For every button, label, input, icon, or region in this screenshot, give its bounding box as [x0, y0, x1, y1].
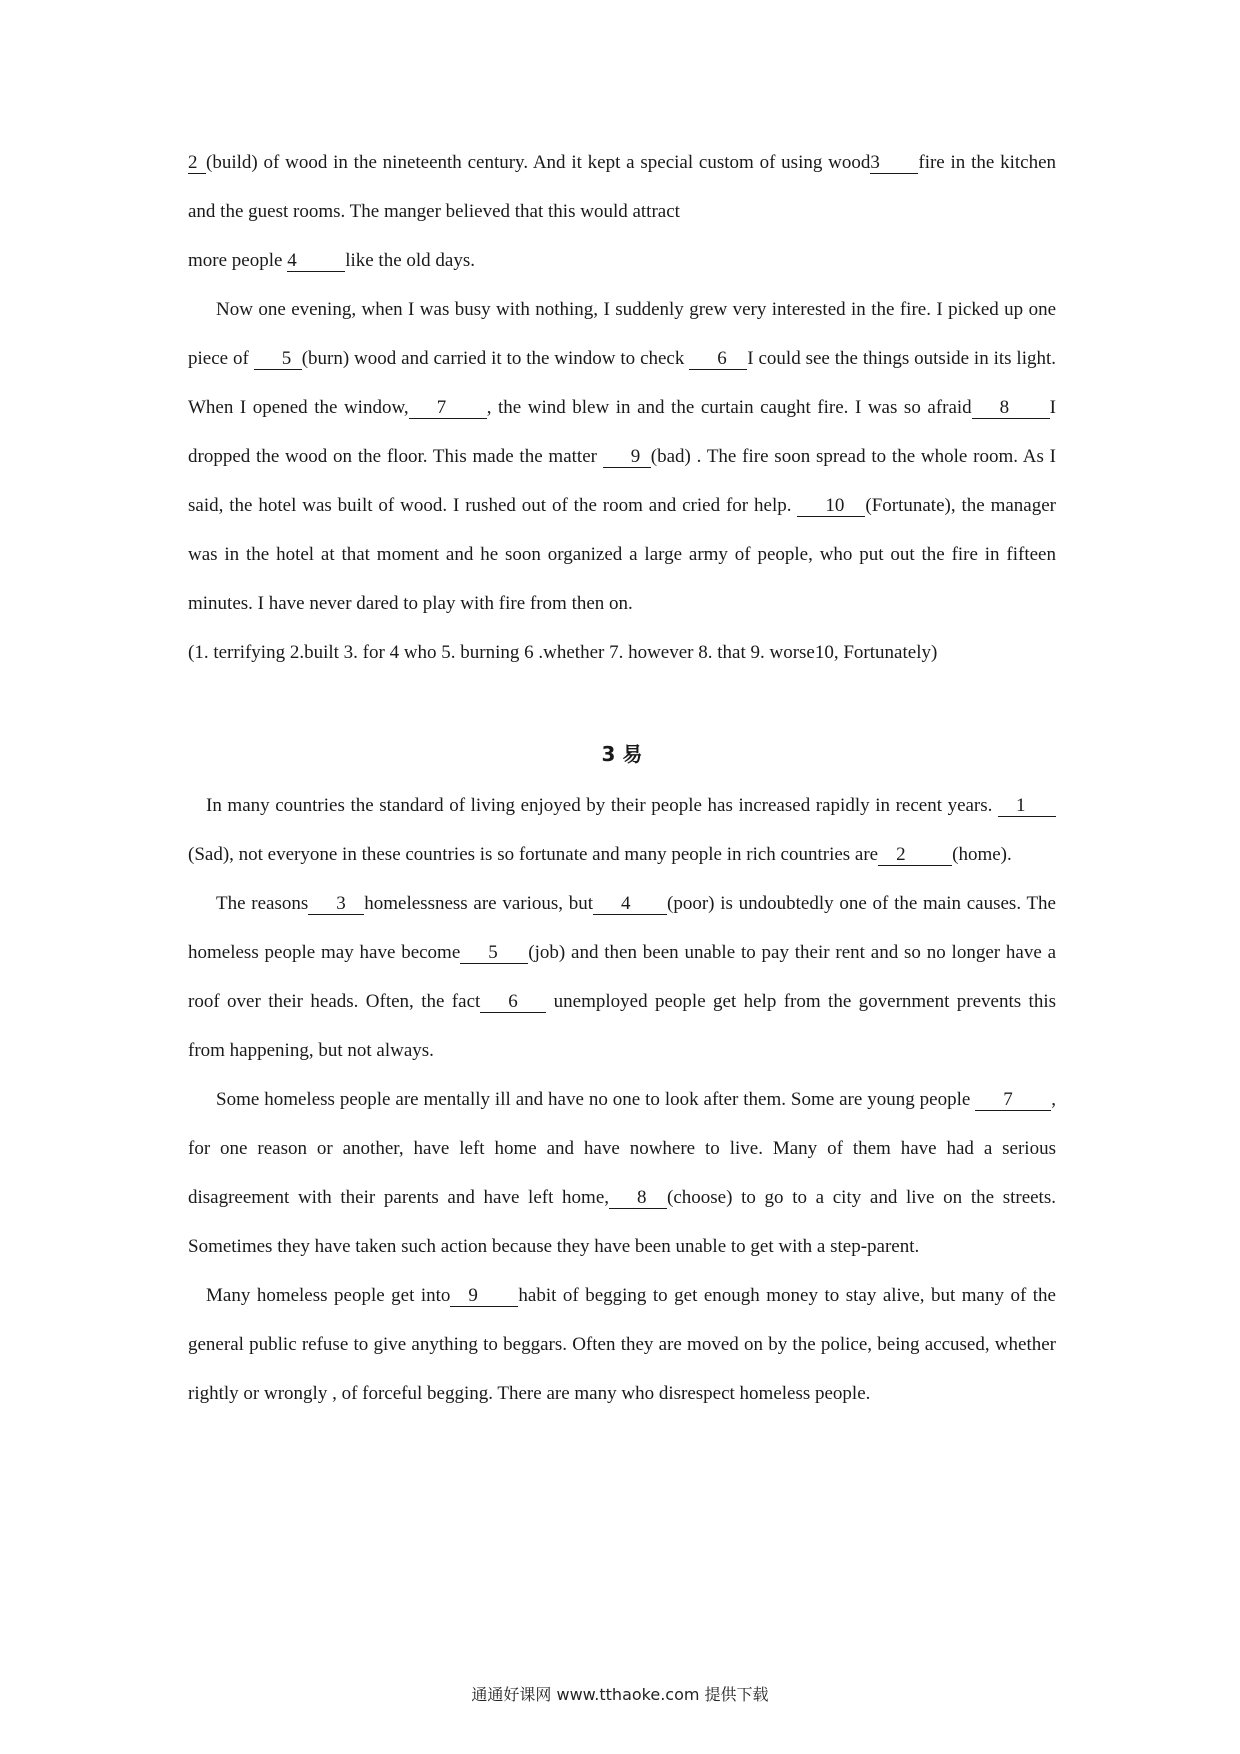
- blank-1: 1: [998, 796, 1056, 817]
- answer-key: (1. terrifying 2.built 3. for 4 who 5. burning 6 .whether 7. however 8. that 9. worse10, Fortunately): [188, 642, 938, 663]
- blank-6: 6: [480, 992, 546, 1013]
- section3-paragraph-1: In many countries the standard of living enjoyed by their people has increased rapidly in recent years. 1(Sad), not everyone in these countries is so fortunate and many people in rich countries are 2 (home).: [188, 781, 1056, 879]
- section3-paragraph-3: Some homeless people are mentally ill and have no one to look after them. Some are young people 7 , for one reason or another, have left home and have nowhere to live. Many of them have had a serious disagreement with their parents and have left home, 8 (choose) to go to a city and live on the streets. Sometimes they have taken such action because they have been unable to get with a step-parent.: [188, 1089, 1056, 1257]
- blank-8: 8: [609, 1188, 667, 1209]
- document-page: [188, 138, 1056, 1418]
- blank-5: 5: [254, 349, 302, 370]
- blank-7: 7: [409, 398, 487, 419]
- blank-3: 3: [308, 894, 364, 915]
- passage2-paragraph-1: 2 (build) of wood in the nineteenth century. And it kept a special custom of using wood3 fire in the kitchen and the guest rooms. The manger believed that this would attract more people 4 like the old days.: [188, 152, 1057, 271]
- blank-7: 7: [975, 1090, 1051, 1111]
- blank-8: 8: [972, 398, 1050, 419]
- blank-10: 10: [797, 496, 865, 517]
- blank-9: 9: [450, 1286, 518, 1307]
- section3-paragraph-4: Many homeless people get into 9 habit of begging to get enough money to stay alive, but many of the general public refuse to give anything to beggars. Often they are moved on by the police, being accused, whether rightly or wrongly , of forceful begging. There are many who disrespect homeless people.: [188, 1285, 1056, 1404]
- blank-2: 2: [878, 845, 952, 866]
- blank-9: 9: [603, 447, 651, 468]
- blank-6: 6: [689, 349, 747, 370]
- passage2-paragraph-2: Now one evening, when I was busy with nothing, I suddenly grew very interested in the fire. I picked up one piece of 5 (burn) wood and carried it to the window to check 6 I could see the things outside in its light. When I opened the window, 7 , the wind blew in and the curtain caught fire. I was so afraid 8 I dropped the wood on the floor. This made the matter 9 (bad) . The fire soon spread to the whole room. As I said, the hotel was built of wood. I rushed out of the room and cried for help. 10 (Fortunate), the manager was in the hotel at that moment and he soon organized a large army of people, who put out the fire in fifteen minutes. I have never dared to play with fire from then on.: [188, 299, 1057, 614]
- page-footer: 通通好课网 www.tthaoke.com 提供下载: [471, 1685, 769, 1704]
- blank-5: 5: [460, 943, 528, 964]
- section-title: 3 易: [601, 742, 643, 766]
- blank-4: 4: [287, 251, 345, 272]
- blank-4: 4: [593, 894, 667, 915]
- section3-paragraph-2: The reasons 3 homelessness are various, but 4 (poor) is undoubtedly one of the main causes. The homeless people may have become 5 (job) and then been unable to pay their rent and so no longer have a roof over their heads. Often, the fact 6 unemployed people get help from the government prevents this from happening, but not always.: [188, 893, 1057, 1061]
- blank-2: 2: [188, 153, 206, 174]
- blank-3: 3: [870, 153, 918, 174]
